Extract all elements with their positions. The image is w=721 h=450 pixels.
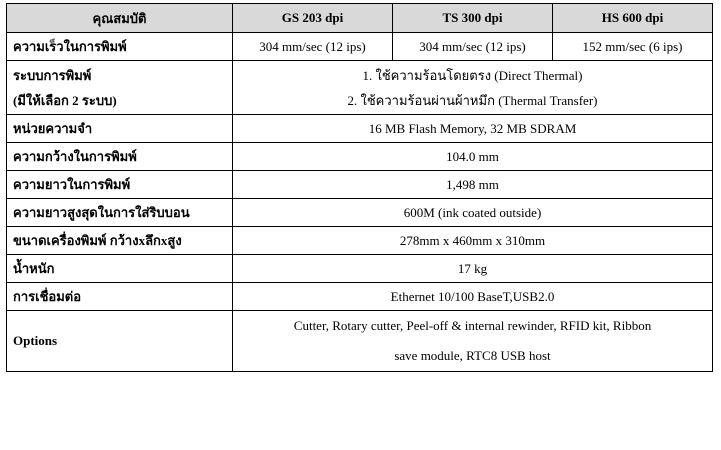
row-label: การเชื่อมต่อ [7, 283, 233, 311]
row-label-line: ระบบการพิมพ์ [13, 67, 92, 83]
spec-table [6, 3, 713, 372]
table-row-memory [7, 115, 713, 143]
row-label: Options [7, 311, 233, 372]
row-label: ขนาดเครื่องพิมพ์ กว้างxลึกxสูง [7, 227, 233, 255]
row-label: หน่วยความจำ [7, 115, 233, 143]
row-label: ความยาวในการพิมพ์ [7, 171, 233, 199]
value-line: 1. ใช้ความร้อนโดยตรง (Direct Thermal) [362, 67, 583, 83]
value-line: save module, RTC8 USB host [394, 348, 551, 363]
cell-gs: 304 mm/sec (12 ips) [233, 33, 393, 61]
table-row-ribbon-length [7, 199, 713, 227]
table-row-dimensions [7, 227, 713, 255]
cell-value: 278mm x 460mm x 310mm [233, 227, 713, 255]
cell-value [233, 311, 713, 372]
row-label: ความเร็วในการพิมพ์ [7, 33, 233, 61]
cell-value: Ethernet 10/100 BaseT,USB2.0 [233, 283, 713, 311]
header-row [7, 4, 713, 33]
row-label: ความยาวสูงสุดในการใส่ริบบอน [7, 199, 233, 227]
table-row-print-width [7, 143, 713, 171]
table-row-print-length [7, 171, 713, 199]
value-line: 2. ใช้ความร้อนผ่านผ้าหมึก (Thermal Transfer) [347, 92, 598, 108]
header-property: คุณสมบัติ [7, 4, 233, 33]
header-gs: GS 203 dpi [233, 4, 393, 33]
row-label-line: (มีให้เลือก 2 ระบบ) [13, 92, 117, 108]
header-hs: HS 600 dpi [553, 4, 713, 33]
cell-hs: 152 mm/sec (6 ips) [553, 33, 713, 61]
row-label: น้ำหนัก [7, 255, 233, 283]
table-row-options [7, 311, 713, 372]
header-ts: TS 300 dpi [393, 4, 553, 33]
table-row-print-speed [7, 33, 713, 61]
table-row-weight [7, 255, 713, 283]
value-line: Cutter, Rotary cutter, Peel-off & internal rewinder, RFID kit, Ribbon [293, 318, 652, 333]
table-row-connectivity [7, 283, 713, 311]
cell-value: 600M (ink coated outside) [233, 199, 713, 227]
table-row-print-system [7, 61, 713, 115]
row-label [7, 61, 233, 115]
cell-value: 17 kg [233, 255, 713, 283]
row-label: ความกว้างในการพิมพ์ [7, 143, 233, 171]
cell-value: 1,498 mm [233, 171, 713, 199]
cell-ts: 304 mm/sec (12 ips) [393, 33, 553, 61]
cell-value: 104.0 mm [233, 143, 713, 171]
cell-value: 16 MB Flash Memory, 32 MB SDRAM [233, 115, 713, 143]
cell-value [233, 61, 713, 115]
